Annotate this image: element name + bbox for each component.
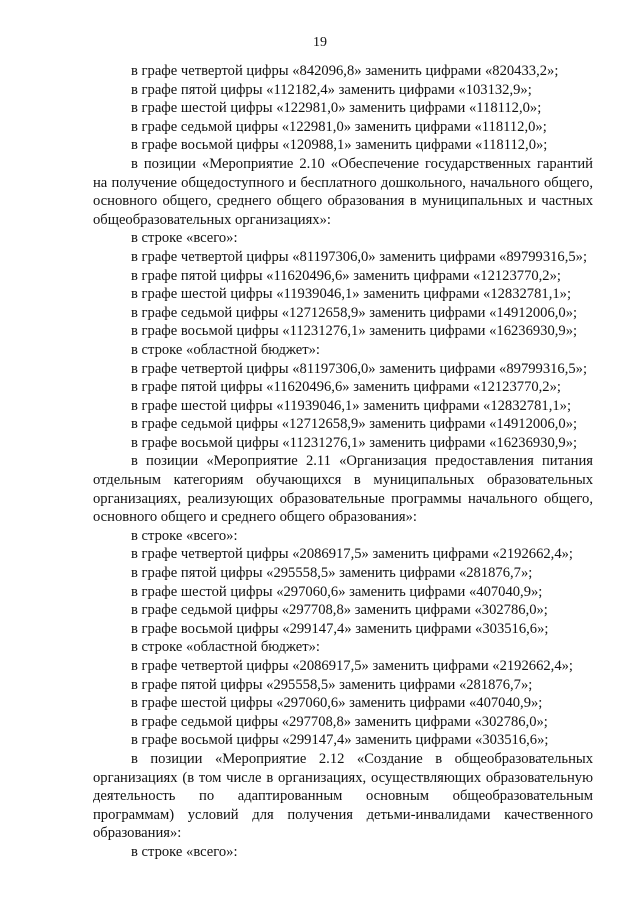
- document-body: [93, 62, 593, 862]
- paragraph: в графе четвертой цифры «81197306,0» заменить цифрами «89799316,5»;: [131, 248, 588, 265]
- paragraph: в строке «областной бюджет»:: [131, 639, 320, 656]
- paragraph: в строке «всего»:: [131, 843, 238, 860]
- paragraph: в позиции «Мероприятие 2.10 «Обеспечение государственных гарантий на получение общедоступного и бесплатного дошкольного, начального общего, основного общего, среднего общего образования в муниципальных и частных общеобразовательных организациях»:: [93, 155, 593, 228]
- paragraph: в графе седьмой цифры «122981,0» заменить цифрами «118112,0»;: [131, 118, 547, 135]
- paragraph: в графе четвертой цифры «81197306,0» заменить цифрами «89799316,5»;: [131, 360, 588, 377]
- paragraph: в графе восьмой цифры «299147,4» заменить цифрами «303516,6»;: [131, 732, 549, 749]
- paragraph: в графе четвертой цифры «2086917,5» заменить цифрами «2192662,4»;: [131, 546, 573, 563]
- paragraph: в графе пятой цифры «112182,4» заменить цифрами «103132,9»;: [131, 81, 532, 98]
- paragraph: в графе седьмой цифры «297708,8» заменить цифрами «302786,0»;: [131, 713, 548, 730]
- paragraph: в графе четвертой цифры «2086917,5» заменить цифрами «2192662,4»;: [131, 658, 573, 674]
- paragraph: в графе шестой цифры «122981,0» заменить цифрами «118112,0»;: [131, 100, 542, 117]
- paragraph: в графе пятой цифры «295558,5» заменить цифрами «281876,7»;: [131, 565, 533, 582]
- paragraph: в графе пятой цифры «11620496,6» заменить цифрами «12123770,2»;: [131, 379, 561, 396]
- paragraph: в строке «областной бюджет»:: [131, 341, 320, 358]
- paragraph: в графе восьмой цифры «120988,1» заменить цифрами «118112,0»;: [131, 137, 548, 154]
- paragraph: в строке «всего»:: [131, 527, 238, 544]
- paragraph: в графе седьмой цифры «12712658,9» заменить цифрами «14912006,0»;: [131, 416, 578, 433]
- paragraph: в графе шестой цифры «11939046,1» заменить цифрами «12832781,1»;: [131, 286, 571, 303]
- paragraph: в графе шестой цифры «11939046,1» заменить цифрами «12832781,1»;: [131, 397, 571, 414]
- paragraph: в графе седьмой цифры «12712658,9» заменить цифрами «14912006,0»;: [131, 304, 578, 321]
- paragraph: в графе шестой цифры «297060,6» заменить цифрами «407040,9»;: [131, 583, 543, 600]
- paragraph: в графе шестой цифры «297060,6» заменить цифрами «407040,9»;: [131, 695, 543, 712]
- paragraph: в графе восьмой цифры «299147,4» заменить цифрами «303516,6»;: [131, 620, 549, 637]
- paragraph: в строке «всего»:: [131, 230, 238, 247]
- paragraph: в графе восьмой цифры «11231276,1» заменить цифрами «16236930,9»;: [131, 434, 578, 451]
- page-number: 19: [313, 35, 327, 50]
- paragraph: в графе пятой цифры «11620496,6» заменить цифрами «12123770,2»;: [131, 267, 561, 284]
- paragraph: в графе четвертой цифры «842096,8» заменить цифрами «820433,2»;: [131, 63, 559, 79]
- paragraph: в позиции «Мероприятие 2.12 «Создание в общеобразовательных организациях (в том числе в организациях, осуществляющих образовательную деятельность по адаптированным основным общеобразовательным программам) условий для получения детьми-инвалидами качественного образования»:: [93, 750, 593, 842]
- paragraph: в графе восьмой цифры «11231276,1» заменить цифрами «16236930,9»;: [131, 323, 578, 340]
- paragraph: в позиции «Мероприятие 2.11 «Организация предоставления питания отдельным категориям обучающихся в муниципальных образовательных организациях, реализующих образовательные программы начального общего, основного общего и среднего общего образования»:: [93, 453, 593, 526]
- paragraph: в графе седьмой цифры «297708,8» заменить цифрами «302786,0»;: [131, 602, 548, 619]
- paragraph: в графе пятой цифры «295558,5» заменить цифрами «281876,7»;: [131, 676, 533, 693]
